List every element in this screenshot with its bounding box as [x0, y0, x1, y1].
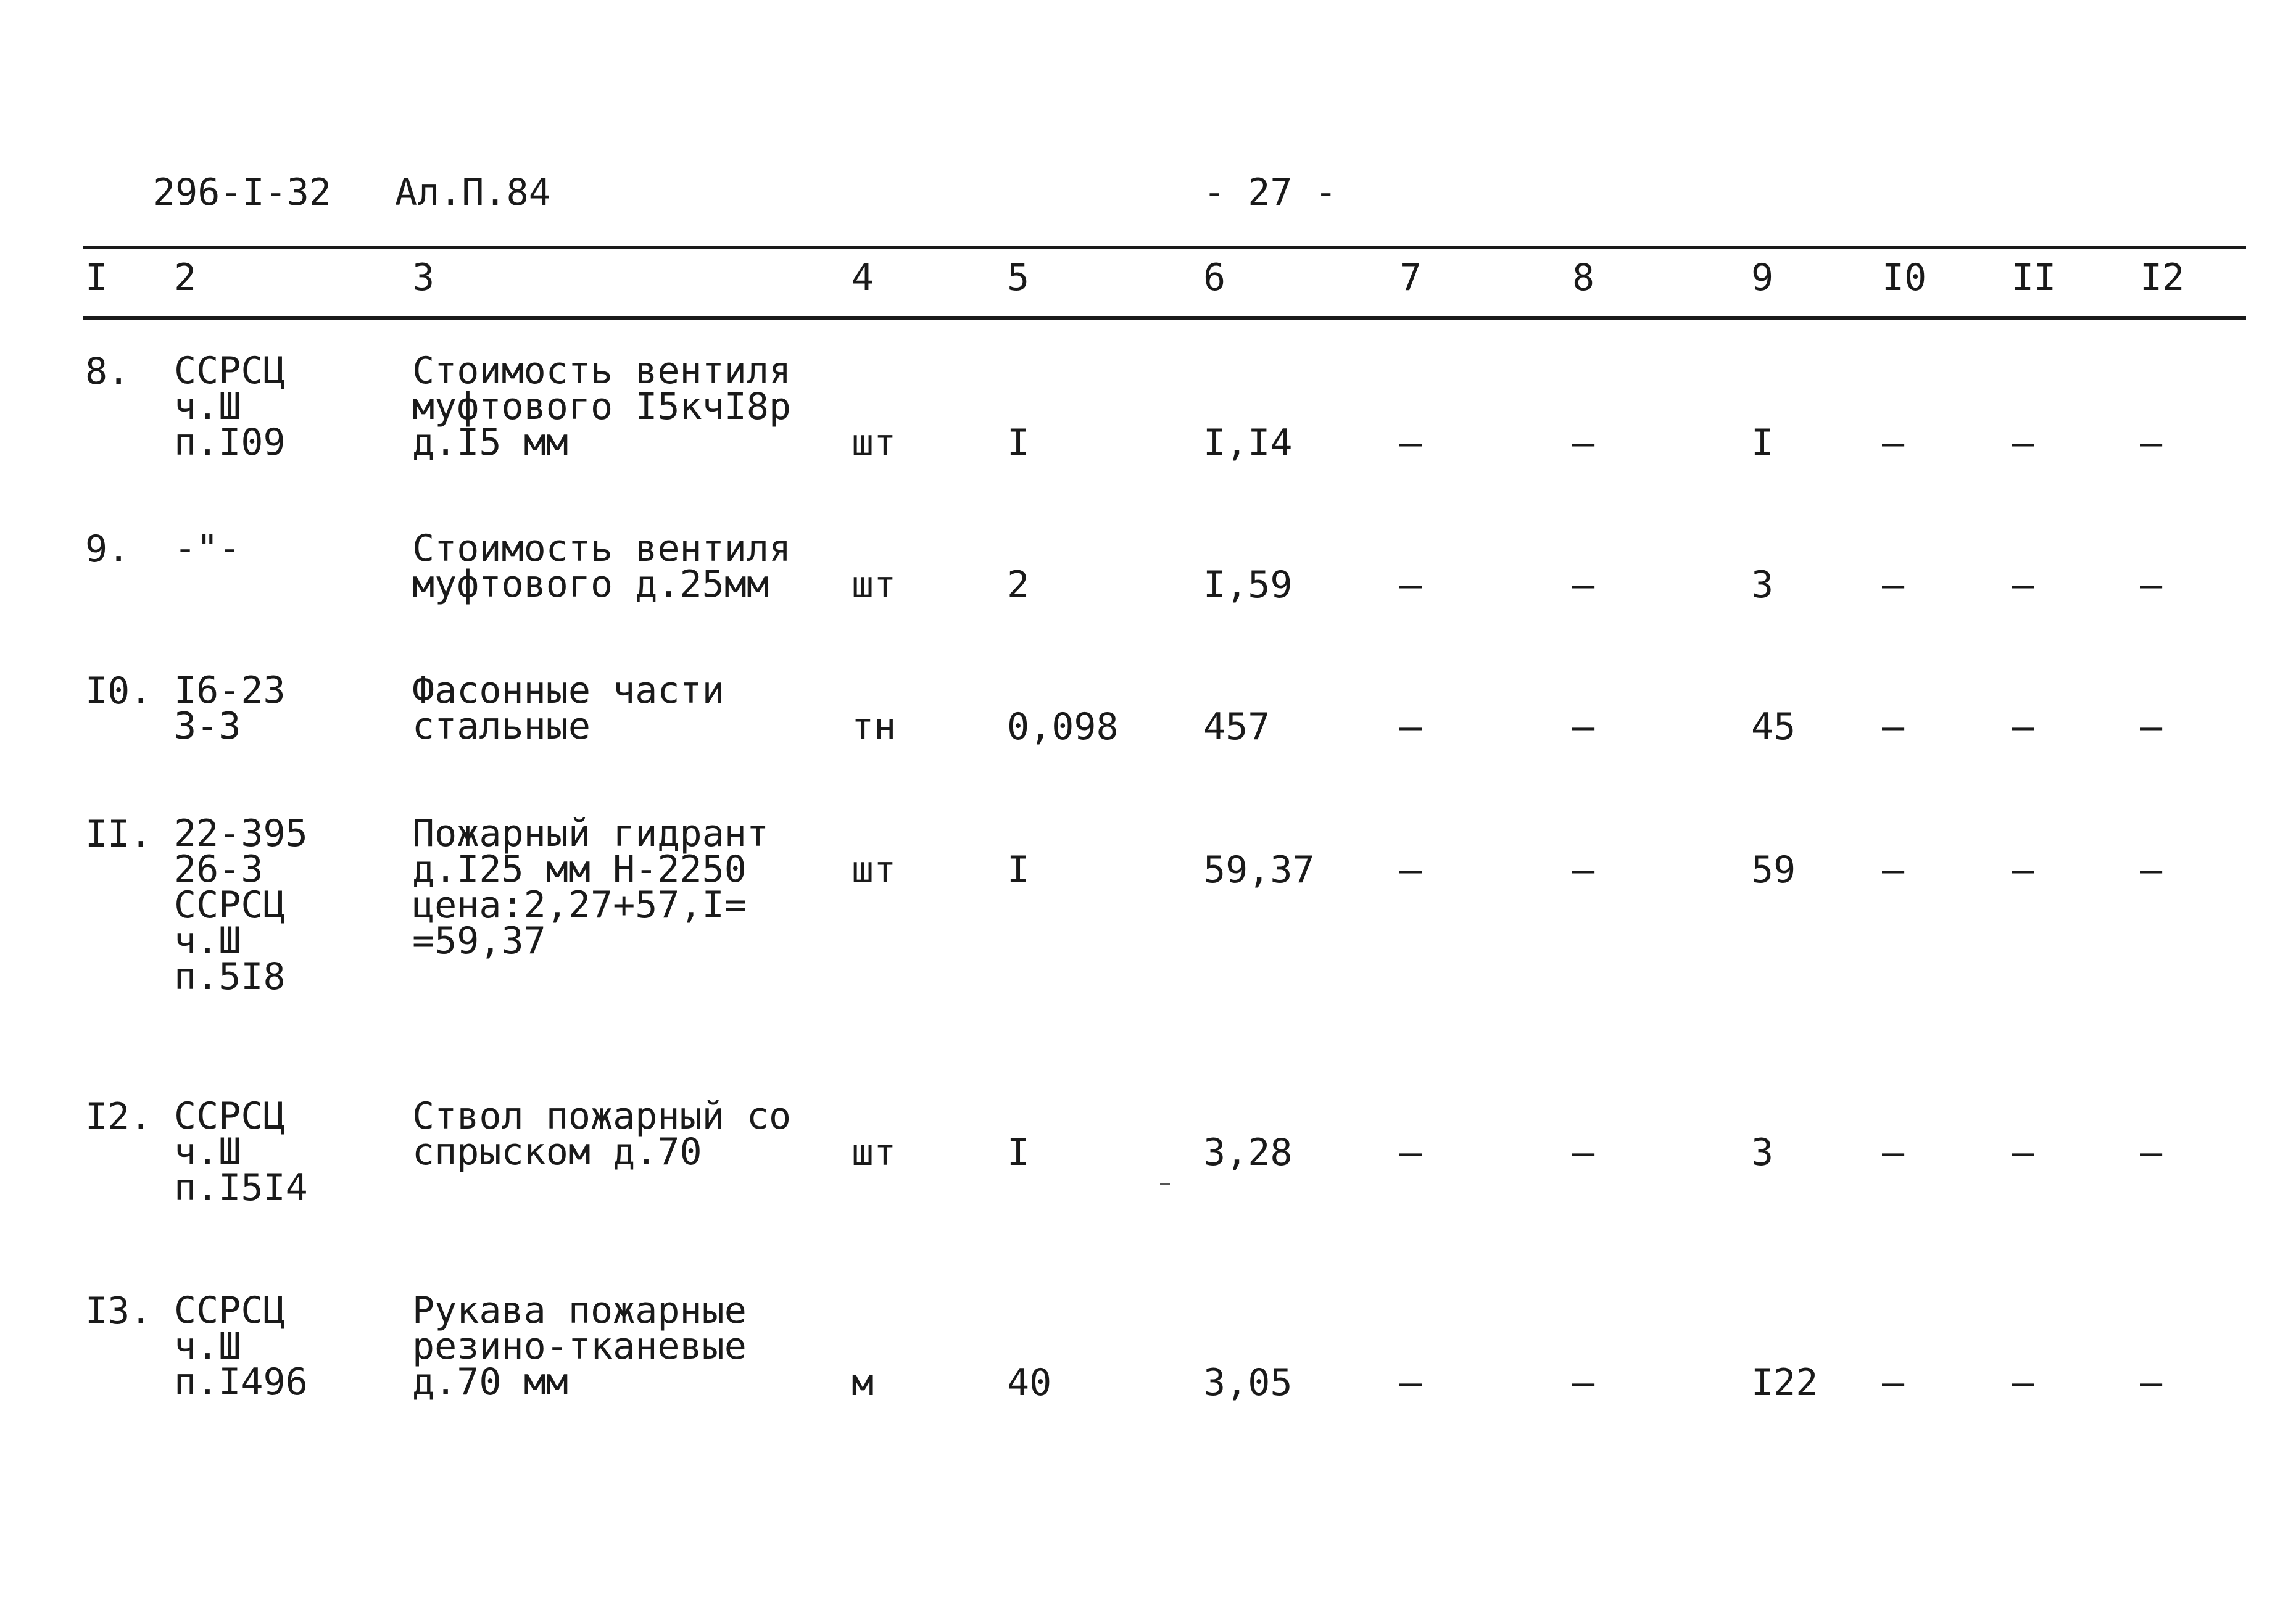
row-reference: ССРСЦ ч.Ш п.I09	[174, 349, 286, 464]
row-number: 8.	[85, 350, 130, 393]
row-name: Ствол пожарный со спрыском д.70	[412, 1095, 792, 1174]
row-price: 59,37	[1203, 848, 1315, 892]
row-name: Стоимость вентиля муфтового д.25мм	[412, 527, 792, 606]
row-col7: –	[1399, 563, 1422, 607]
row-col8: –	[1572, 421, 1595, 465]
row-unit: шт	[852, 848, 897, 892]
row-col7: –	[1399, 848, 1422, 892]
scan-mark	[1160, 1183, 1170, 1185]
row-col8: –	[1572, 1131, 1595, 1174]
row-number: I3.	[85, 1290, 152, 1333]
row-col12: –	[2140, 1131, 2163, 1174]
row-col9: I	[1751, 421, 1774, 465]
row-unit: шт	[852, 1131, 897, 1174]
row-col10: –	[1882, 705, 1905, 748]
row-number: 9.	[85, 528, 130, 571]
row-col7: –	[1399, 1361, 1422, 1404]
column-number: II	[2012, 256, 2057, 299]
row-col10: –	[1882, 1131, 1905, 1174]
row-col10: –	[1882, 1361, 1905, 1404]
table-top-rule	[83, 246, 2246, 249]
row-col11: –	[2012, 1361, 2034, 1404]
row-reference: I6-23 3-3	[174, 669, 286, 748]
row-col9: 3	[1751, 1131, 1774, 1174]
row-unit: шт	[852, 421, 897, 465]
table-header-rule	[83, 316, 2246, 320]
row-quantity: 40	[1007, 1361, 1052, 1404]
row-col8: –	[1572, 563, 1595, 607]
row-number: I2.	[85, 1095, 152, 1138]
row-col11: –	[2012, 421, 2034, 465]
row-col12: –	[2140, 1361, 2163, 1404]
row-reference: ССРСЦ ч.Ш п.I496	[174, 1289, 308, 1404]
doc-code: 296-I-32	[153, 171, 331, 214]
row-name: Стоимость вентиля муфтового I5кчI8р д.I5 мм	[412, 349, 792, 464]
row-col12: –	[2140, 421, 2163, 465]
column-number: 9	[1751, 256, 1774, 299]
row-number: I0.	[85, 669, 152, 713]
row-price: I,I4	[1203, 421, 1293, 465]
row-price: 457	[1203, 705, 1270, 748]
row-col8: –	[1572, 848, 1595, 892]
row-col11: –	[2012, 848, 2034, 892]
column-number: 4	[852, 256, 874, 299]
row-col11: –	[2012, 563, 2034, 607]
row-col10: –	[1882, 421, 1905, 465]
row-col7: –	[1399, 705, 1422, 748]
row-col9: 45	[1751, 705, 1796, 748]
row-quantity: 0,098	[1007, 705, 1119, 748]
row-col7: –	[1399, 421, 1422, 465]
sheet-ref: Ал.П.84	[395, 171, 551, 214]
row-price: I,59	[1203, 563, 1293, 607]
column-number: 8	[1572, 256, 1595, 299]
column-number: 3	[412, 256, 435, 299]
row-unit: шт	[852, 563, 897, 607]
column-number: 2	[174, 256, 197, 299]
column-number: 5	[1007, 256, 1030, 299]
row-col9: I22	[1751, 1361, 1818, 1404]
row-name: Пожарный гидрант д.I25 мм Н-2250 цена:2,27+57,I= =59,37	[412, 812, 769, 963]
row-col10: –	[1882, 848, 1905, 892]
row-quantity: I	[1007, 848, 1030, 892]
row-quantity: I	[1007, 1131, 1030, 1174]
row-quantity: 2	[1007, 563, 1030, 607]
row-reference: ССРСЦ ч.Ш п.I5I4	[174, 1095, 308, 1209]
column-number: I	[85, 256, 108, 299]
column-number: I2	[2140, 256, 2185, 299]
row-col12: –	[2140, 563, 2163, 607]
row-reference: 22-395 26-3 ССРСЦ ч.Ш п.5I8	[174, 812, 308, 998]
row-col12: –	[2140, 848, 2163, 892]
column-number: 6	[1203, 256, 1226, 299]
row-col9: 3	[1751, 563, 1774, 607]
row-col12: –	[2140, 705, 2163, 748]
row-col8: –	[1572, 705, 1595, 748]
row-quantity: I	[1007, 421, 1030, 465]
column-number: 7	[1399, 256, 1422, 299]
page-number: - 27 -	[1203, 171, 1337, 214]
row-price: 3,28	[1203, 1131, 1293, 1174]
row-price: 3,05	[1203, 1361, 1293, 1404]
row-col11: –	[2012, 1131, 2034, 1174]
row-col11: –	[2012, 705, 2034, 748]
row-col9: 59	[1751, 848, 1796, 892]
column-number: I0	[1882, 256, 1927, 299]
row-number: II.	[85, 813, 152, 856]
row-reference: -"-	[174, 527, 241, 570]
row-col10: –	[1882, 563, 1905, 607]
row-col8: –	[1572, 1361, 1595, 1404]
row-col7: –	[1399, 1131, 1422, 1174]
row-name: Рукава пожарные резино-тканевые д.70 мм	[412, 1289, 747, 1404]
row-unit: м	[852, 1361, 874, 1404]
row-name: Фасонные части стальные	[412, 669, 724, 748]
row-unit: тн	[852, 705, 897, 748]
